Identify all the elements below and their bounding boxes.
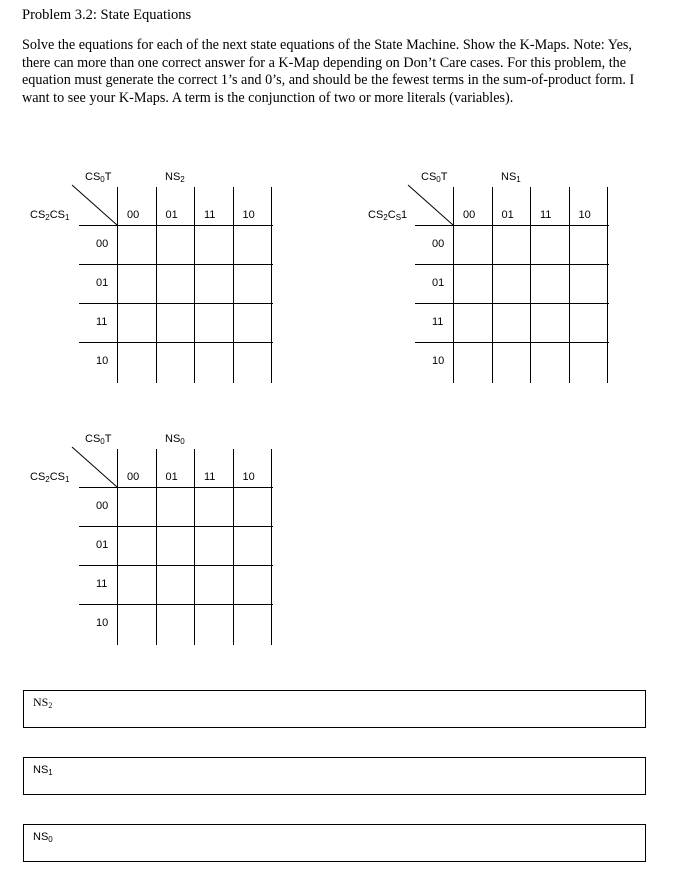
kmap-cell[interactable]: [118, 605, 156, 643]
kmap-cell[interactable]: [157, 566, 195, 604]
kmap-cell[interactable]: [454, 304, 492, 342]
kmap-cell[interactable]: [157, 304, 195, 342]
kmap-title: $NS_0$: [165, 433, 185, 446]
kmap-cell[interactable]: [195, 488, 233, 526]
kmap-cell[interactable]: [195, 265, 233, 303]
kmap-row-header: 11: [96, 578, 108, 590]
kmap-cell[interactable]: [157, 605, 195, 643]
kmap-cell[interactable]: [234, 605, 272, 643]
kmap-cell[interactable]: [493, 304, 531, 342]
kmap-column-header: 00: [463, 209, 476, 221]
kmap-cell[interactable]: [454, 343, 492, 381]
kmap-cell[interactable]: [195, 226, 233, 264]
kmap-column-header: 01: [165, 209, 178, 221]
kmap-cell[interactable]: [157, 265, 195, 303]
answer-box-ns0[interactable]: [23, 824, 646, 862]
kmap-row-variables: $CS_2C_S1$: [368, 209, 408, 222]
kmap-cell[interactable]: [531, 343, 569, 381]
kmap-cell[interactable]: [493, 343, 531, 381]
kmap-cell[interactable]: [531, 226, 569, 264]
kmap-cell[interactable]: [570, 304, 608, 342]
kmap-cell[interactable]: [118, 343, 156, 381]
answer-label-ns2: $NS_2$: [33, 695, 53, 710]
kmap-cell[interactable]: [531, 265, 569, 303]
kmap-ns2: [32, 168, 322, 388]
instructions-paragraph: Solve the equations for each of the next state equations of the State Machine. Show the K-Maps. Note: Yes, there can more than one correct answer for a K-Map depending on Don’t Care cases. For this problem, the equation must generate the correct 1’s and 0’s, and should be the fewest terms in the sum-of-product form. I want to see your K-Maps. A term is the conjunction of two or more literals (variables).: [22, 37, 635, 106]
kmap-diagonal-line: [72, 447, 117, 487]
kmap-column-header: 10: [242, 209, 255, 221]
kmap-column-header: 11: [204, 209, 216, 221]
kmap-row-header: 01: [96, 539, 109, 551]
kmap-cell[interactable]: [493, 265, 531, 303]
kmap-row-variables: $CS_2CS_1$: [30, 471, 70, 484]
kmap-cell[interactable]: [195, 304, 233, 342]
kmap-row-header: 10: [432, 355, 445, 367]
kmap-column-header: 10: [242, 471, 255, 483]
kmap-cell[interactable]: [234, 226, 272, 264]
kmap-row-variables: $CS_2CS_1$: [30, 209, 70, 222]
kmap-cell[interactable]: [454, 265, 492, 303]
kmap-title: $NS_2$: [165, 171, 185, 184]
kmap-diagonal-line: [408, 185, 453, 225]
kmap-cell[interactable]: [118, 566, 156, 604]
kmap-row-header: 11: [96, 316, 108, 328]
kmap-cell[interactable]: [157, 488, 195, 526]
kmap-row-header: 01: [432, 277, 445, 289]
kmap-column-header: 11: [540, 209, 552, 221]
problem-title: Problem 3.2: State Equations: [22, 7, 192, 23]
kmap-cell[interactable]: [157, 527, 195, 565]
kmap-column-header: 01: [165, 471, 178, 483]
kmap-cell[interactable]: [195, 605, 233, 643]
kmap-column-variables: $CS_0T$: [85, 171, 112, 184]
kmap-cell[interactable]: [234, 527, 272, 565]
kmap-cell[interactable]: [234, 304, 272, 342]
kmap-cell[interactable]: [118, 304, 156, 342]
kmap-cell[interactable]: [118, 226, 156, 264]
kmap-cell[interactable]: [118, 527, 156, 565]
kmap-row-header: 10: [96, 617, 109, 629]
kmap-cell[interactable]: [454, 226, 492, 264]
kmap-row-header: 11: [432, 316, 444, 328]
kmap-cell[interactable]: [157, 343, 195, 381]
kmap-title: $NS_1$: [501, 171, 521, 184]
kmap-row-header: 01: [96, 277, 109, 289]
kmap-column-header: 00: [127, 209, 140, 221]
kmap-column-variables: $CS_0T$: [85, 433, 112, 446]
kmap-column-header: 01: [501, 209, 514, 221]
kmap-cell[interactable]: [531, 304, 569, 342]
kmap-row-header: 00: [96, 500, 109, 512]
answer-label-ns0: $NS_0$: [33, 831, 53, 844]
kmap-diagonal-line: [72, 185, 117, 225]
kmap-cell[interactable]: [195, 343, 233, 381]
kmap-column-header: 00: [127, 471, 140, 483]
kmap-cell[interactable]: [118, 265, 156, 303]
kmap-row-header: 00: [96, 238, 109, 250]
kmap-row-header: 10: [96, 355, 109, 367]
kmap-cell[interactable]: [570, 226, 608, 264]
kmap-ns1: [368, 168, 658, 388]
answer-box-ns1[interactable]: [23, 757, 646, 795]
kmap-cell[interactable]: [157, 226, 195, 264]
kmap-cell[interactable]: [570, 265, 608, 303]
kmap-column-header: 11: [204, 471, 216, 483]
kmap-row-header: 00: [432, 238, 445, 250]
kmap-cell[interactable]: [195, 527, 233, 565]
kmap-cell[interactable]: [234, 343, 272, 381]
kmap-column-variables: $CS_0T$: [421, 171, 448, 184]
kmap-cell[interactable]: [234, 488, 272, 526]
kmap-cell[interactable]: [493, 226, 531, 264]
kmap-cell[interactable]: [118, 488, 156, 526]
kmap-cell[interactable]: [234, 265, 272, 303]
kmap-cell[interactable]: [570, 343, 608, 381]
kmap-ns0: [32, 430, 322, 650]
answer-label-ns1: $NS_1$: [33, 764, 53, 777]
answer-box-ns2[interactable]: [23, 690, 646, 728]
kmap-column-header: 10: [578, 209, 591, 221]
kmap-cell[interactable]: [234, 566, 272, 604]
kmap-cell[interactable]: [195, 566, 233, 604]
